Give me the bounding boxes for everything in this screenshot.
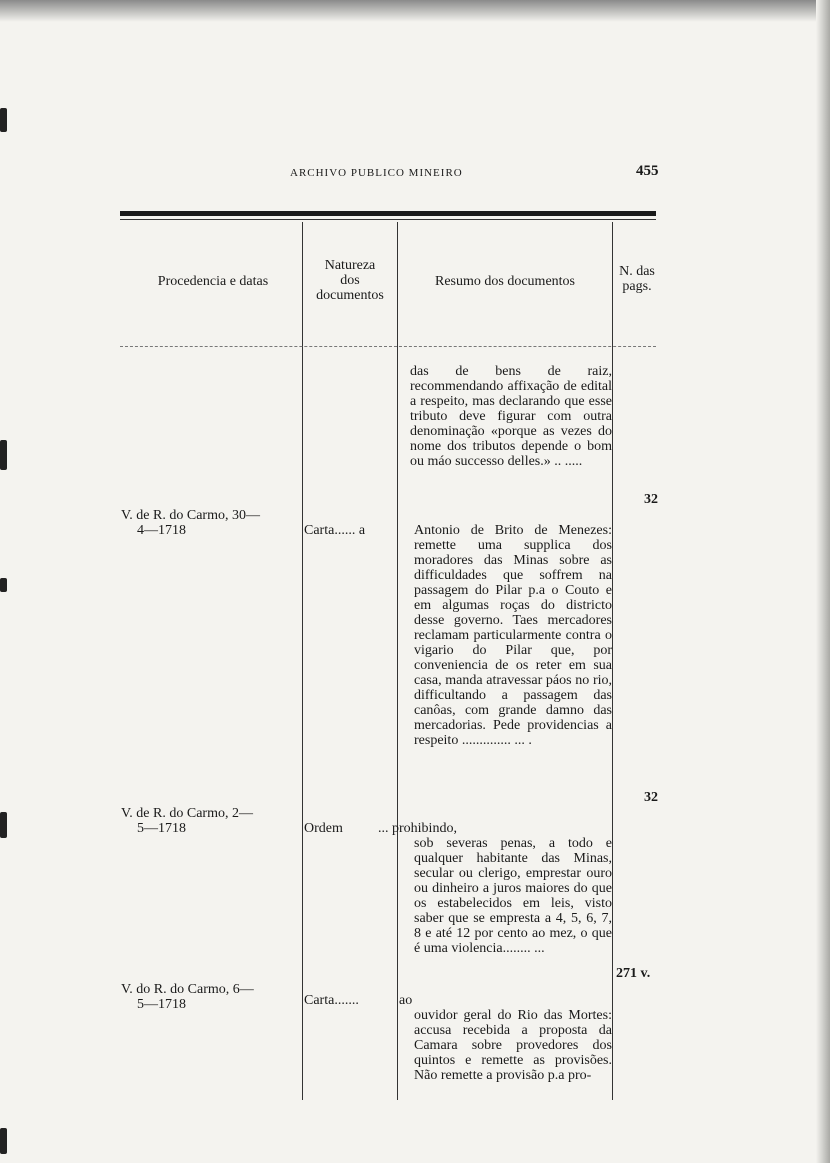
scan-top-edge	[0, 0, 830, 22]
entry-resumo: ouvidor geral do Rio das Mortes: accusa recebida a proposta da Camara sobre provedores dos quintos e remette as provisões. Não remette a provisão p.a pro-	[414, 1008, 612, 1083]
scan-right-edge	[816, 0, 830, 1163]
entry-procedencia: V. de R. do Carmo, 2— 5—1718	[121, 806, 253, 836]
column-header-resumo: Resumo dos documentos	[435, 274, 575, 289]
entry-procedencia: V. do R. do Carmo, 6— 5—1718	[121, 982, 254, 1012]
entry-procedencia: V. de R. do Carmo, 30— 4—1718	[121, 508, 260, 538]
entry-pags: 271 v.	[616, 966, 651, 981]
column-header-procedencia: Procedencia e datas	[157, 274, 269, 289]
entry-resumo-lead: ... prohibindo,	[378, 821, 457, 836]
entry-resumo-lead: ao	[399, 993, 413, 1008]
entry-pags: 32	[644, 790, 658, 805]
entry-pags: 32	[644, 492, 658, 507]
column-header-pags: N. das pags.	[619, 264, 655, 294]
scan-binding-mark	[0, 812, 7, 838]
column-header-natureza: Natureza dos documentos	[316, 258, 384, 303]
entry-natureza: Carta...... a	[304, 523, 366, 538]
scan-binding-mark	[0, 1128, 7, 1154]
header-rule-thin	[120, 219, 656, 220]
entry-resumo: das de bens de raiz, recommendando affixação de edital a respeito, mas declarando que esse tributo deve figurar com outra denominação «porque as vezes do nome dos tributos depende o bom ou máo successo delles.» .. .....	[410, 364, 612, 469]
page-number: 455	[636, 163, 659, 179]
column-separator	[612, 222, 613, 1100]
entry-resumo: Antonio de Brito de Menezes: remette uma supplica dos moradores das Minas sobre as difficuldades que soffrem na passagem do Pilar p.a o Couto e em algumas roças do districto desse governo. Taes mercadores reclamam particularmente contra o vigario do Pilar que, por conveniencia de os reter em sua casa, manda atravessar páos no rio, difficultando a passagem das canôas, com grande damno das mercadorias. Pede providencias a respeito .............. ... .	[414, 523, 612, 748]
entry-resumo: sob severas penas, a todo e qualquer habitante das Minas, secular ou clerigo, emprestar ouro ou dinheiro a juros maiores do que os estabelecidos em leis, visto saber que se empresta a 4, 5, 6, 7, 8 e até 12 por cento ao mez, o que é uma violencia........ ...	[414, 836, 612, 956]
scan-binding-mark	[0, 578, 7, 592]
column-separator	[397, 222, 398, 1100]
header-rule-thick	[120, 211, 656, 216]
scan-binding-mark	[0, 440, 7, 470]
header-bottom-rule	[120, 346, 656, 348]
scan-binding-mark	[0, 108, 7, 132]
running-header-title: ARCHIVO PUBLICO MINEIRO	[290, 167, 463, 179]
column-separator	[302, 222, 303, 1100]
entry-natureza: Carta.......	[304, 993, 359, 1008]
entry-natureza: Ordem	[304, 821, 343, 836]
